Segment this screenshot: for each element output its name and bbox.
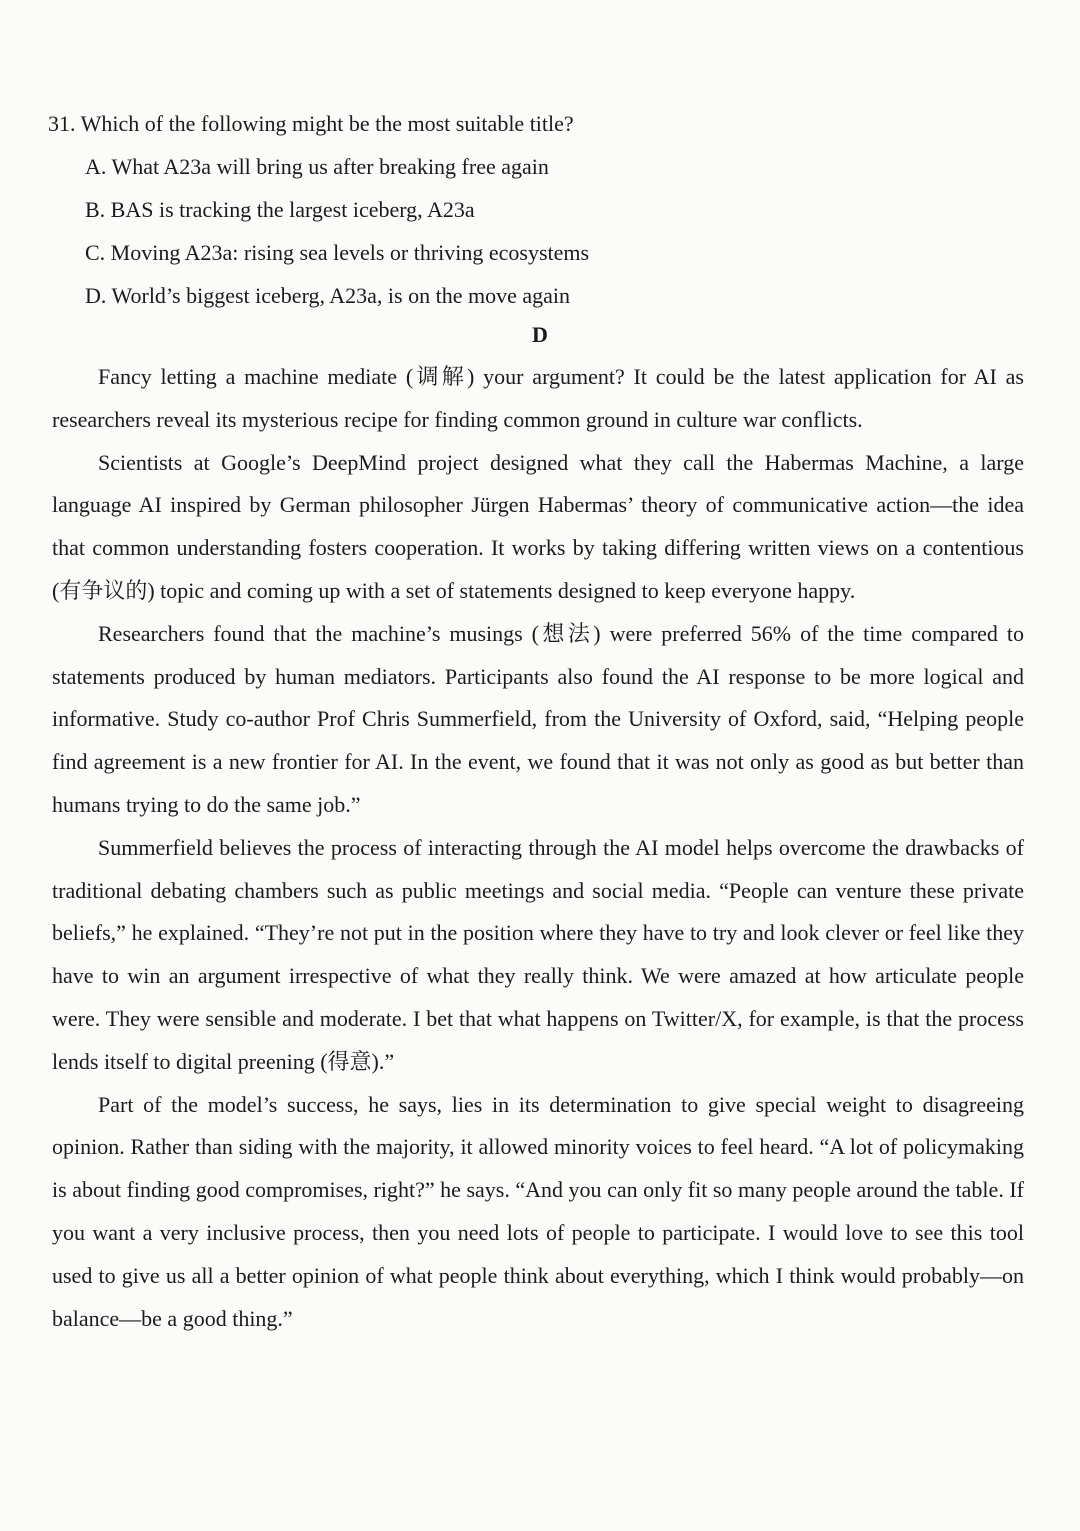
section-label: D xyxy=(532,322,548,347)
reading-passage xyxy=(52,356,1024,1340)
passage-paragraph-1: Fancy letting a machine mediate (调解) your argument? It could be the latest application for AI as researchers reveal its mysterious recipe for finding common ground in culture war conflicts. xyxy=(52,364,1024,432)
passage-paragraph-4: Summerfield believes the process of interacting through the AI model helps overcome the drawbacks of traditional debating chambers such as public meetings and social media. “People can venture these private beliefs,” he explained. “They’re not put in the position where they have to try and look clever or feel like they have to win an argument irrespective of what they really think. We were amazed at how articulate people were. They were sensible and moderate. I bet that what happens on Twitter/X, for example, is that the process lends itself to digital preening (得意).” xyxy=(52,834,1024,1074)
passage-paragraph-2: Scientists at Google’s DeepMind project designed what they call the Habermas Machine, a large language AI inspired by German philosopher Jürgen Habermas’ theory of communicative action—the idea that common understanding fosters cooperation. It works by taking differing written views on a contentious (有争议的) topic and coming up with a set of statements designed to keep everyone happy. xyxy=(52,449,1024,603)
passage-paragraph-5: Part of the model’s success, he says, lies in its determination to give special weight to disagreeing opinion. Rather than siding with the majority, it allowed minority voices to feel heard. “A lot of policymaking is about finding good compromises, right?” he says. “And you can only fit so many people around the table. If you want a very inclusive process, then you need lots of people to participate. I would love to see this tool used to give us all a better opinion of what people think about everything, which I think would probably—on balance—be a good thing.” xyxy=(52,1091,1024,1331)
option-d: D. World’s biggest iceberg, A23a, is on the move again xyxy=(85,283,570,308)
question-31 xyxy=(48,102,1028,317)
question-stem: 31. Which of the following might be the most suitable title? xyxy=(48,111,574,136)
passage-paragraph-3: Researchers found that the machine’s musings (想法) were preferred 56% of the time compared to statements produced by human mediators. Participants also found the AI response to be more logical and informative. Study co-author Prof Chris Summerfield, from the University of Oxford, said, “Helping people find agreement is a new frontier for AI. In the event, we found that it was not only as good as but better than humans trying to do the same job.” xyxy=(52,620,1024,817)
option-b: B. BAS is tracking the largest iceberg, A23a xyxy=(85,197,475,222)
option-a: A. What A23a will bring us after breaking free again xyxy=(85,154,549,179)
option-c: C. Moving A23a: rising sea levels or thriving ecosystems xyxy=(85,240,590,265)
